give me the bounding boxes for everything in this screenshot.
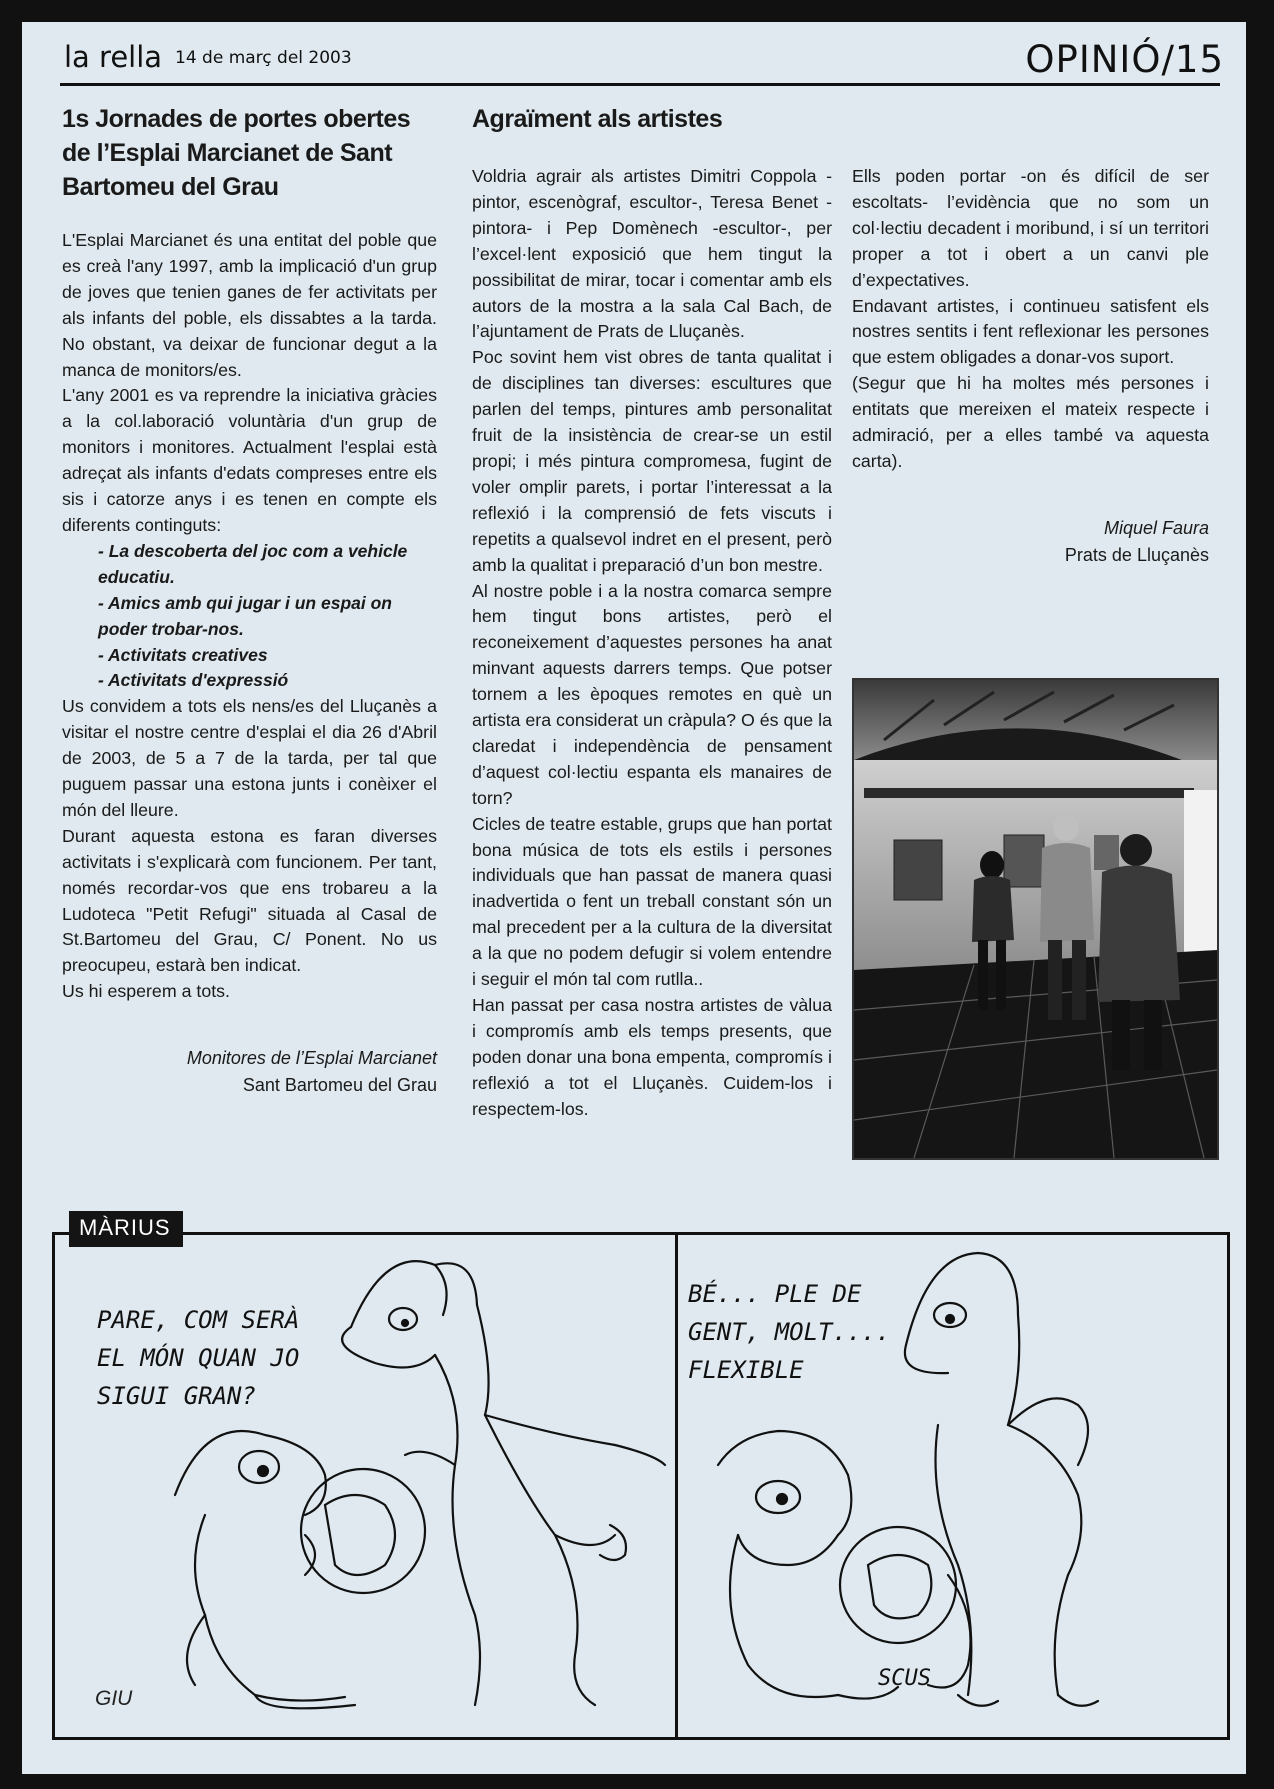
- issue-date: 14 de març del 2003: [175, 48, 352, 68]
- comic-strip: [52, 1232, 1230, 1740]
- article-artistes-paragraph: (Segur que hi ha moltes més persones i entitats que mereixen el mateix respecte i admiració, per a elles també va aquesta carta).: [852, 373, 1209, 471]
- article-artistes-signature: [852, 515, 1209, 569]
- comic-panel-2: [675, 1235, 1230, 1737]
- article-esplai-title: 1s Jornades de portes obertes de l’Esplai Marcianet de Sant Bartomeu del Grau: [62, 105, 411, 201]
- section-page-label: OPINIÓ/15: [1025, 38, 1224, 81]
- article-artistes-paragraph: Voldria agrair als artistes Dimitri Coppola -pintor, escenògraf, escultor-, Teresa Benet -pintora- i Pep Domènech -escultor-, per l’excel·lent exposició que hem tingut la possibilitat de mirar, tocar i comentar amb els autors de la mostra a la sala Cal Bach, de l’ajuntament de Prats de Lluçanès.: [472, 166, 832, 342]
- content-list: [98, 539, 437, 694]
- header-rule: [60, 83, 1220, 86]
- article-artistes-paragraph: Cicles de teatre estable, grups que han portat bona música de tots els estils i persones individuals que han passat de manera quasi inadvertida o fent un treball constant són un mal precedent per a la cultura de la diversitat a la que no podem defugir si volem entendre i seguir el món tal com rutlla..: [472, 813, 832, 990]
- comic-sound-effect: SCUS: [878, 1666, 931, 1691]
- signature-author: Miquel Faura: [1103, 517, 1209, 538]
- speech-bubble-child: PARE, COM SERÀ EL MÓN QUAN JO SIGUI GRAN?: [97, 1306, 300, 1410]
- content-list-item: - Activitats creatives: [98, 644, 268, 665]
- article-artistes-paragraph: Al nostre poble i a la nostra comarca sempre hem tingut bons artistes, però el reconeixement d’aquestes persones ha anat minvant aquests darrers temps. Que potser tornem a les èpoques remotes en què un artista era considerat un cràpula? O és que la claredat i independència de pensament d’aquest col·lectiu espanta els manaires de torn?: [472, 580, 832, 808]
- signature-place: Prats de Lluçanès: [1064, 544, 1209, 565]
- article-esplai: [62, 102, 437, 1099]
- article-artistes-title: Agraïment als artistes: [472, 105, 723, 133]
- comic-drawing-panel-2: [678, 1235, 1230, 1737]
- article-esplai-signature: [62, 1045, 437, 1099]
- article-esplai-paragraph: Us convidem a tots els nens/es del Lluçanès a visitar el nostre centre d'esplai el dia 26 d'Abril de 2003, de 5 a 7 de la tarda, per tal que puguem passar una estona junts i conèixer el món del lleure.: [62, 696, 437, 820]
- comic-drawing-panel-1: [55, 1235, 675, 1737]
- article-artistes-paragraph: Han passat per casa nostra artistes de vàlua i compromís amb els temps presents, que poden donar una bona empenta, compromís i reflexió a tot el Lluçanès. Cuidem-los i respectem-los.: [472, 995, 832, 1119]
- article-artistes-continued: [852, 164, 1209, 569]
- signature-author: Monitores de l’Esplai Marcianet: [186, 1048, 437, 1069]
- comic-title-tab: MÀRIUS: [69, 1211, 183, 1247]
- newspaper-page: [22, 22, 1246, 1774]
- article-artistes-paragraph: Endavant artistes, i continueu satisfent els nostres sentits i fent reflexionar les persones que estem obligades a donar-vos suport.: [852, 295, 1209, 368]
- article-esplai-paragraph: Us hi esperem a tots.: [62, 981, 231, 1002]
- article-artistes-paragraph: Poc sovint hem vist obres de tanta qualitat i de disciplines tan diverses: escultures que parlen del temps, pintures amb personalitat fruit de la insistència de crear-se un estil propi; i més pintura compromesa, fugint de voler omplir parets, i portar l’interessat a la reflexió i la comprensió de fets viscuts i repetits a qualsevol indret en el present, però amb la qualitat i preparació d’un bon mestre.: [472, 347, 832, 575]
- speech-bubble-parent: BÉ... PLE DE GENT, MOLT.... FLEXIBLE: [688, 1280, 891, 1384]
- article-artistes-paragraph: Ells poden portar -on és difícil de ser escoltats- l’evidència que no som un col·lectiu decadent i moribund, i sí un territori proper a tot i obert a un canvi ple d’expectatives.: [852, 166, 1209, 290]
- content-list-item: - Activitats d'expressió: [98, 670, 289, 691]
- signature-place: Sant Bartomeu del Grau: [242, 1075, 437, 1096]
- exhibition-photo-image: [854, 680, 1217, 1158]
- content-list-item: - Amics amb qui jugar i un espai on poder trobar-nos.: [98, 592, 392, 639]
- content-list-item: - La descoberta del joc com a vehicle educatiu.: [98, 540, 408, 587]
- article-esplai-paragraph: L'Esplai Marcianet és una entitat del poble que es creà l'any 1997, amb la implicació d'un grup de joves que tenien ganes de fer activitats per als infants del poble, els dissabtes a la tarda. No obstant, va deixar de funcionar degut a la manca de monitors/es.: [62, 230, 437, 380]
- comic-artist-credit: GIU: [95, 1687, 133, 1710]
- exhibition-photo: [852, 678, 1219, 1160]
- article-esplai-paragraph: L'any 2001 es va reprendre la iniciativa gràcies a la col.laboració voluntària d'un grup de monitors i monitores. Actualment l'esplai està adreçat als infants d'edats compreses entre els sis i catorze anys i es tenen en compte els diferents continguts:: [62, 385, 437, 535]
- comic-panel-1: [55, 1235, 675, 1737]
- paper-name: la rella: [64, 40, 163, 74]
- article-esplai-paragraph: Durant aquesta estona es faran diverses activitats i s'explicarà com funcionem. Per tant, només recordar-vos que ens trobareu a la Ludoteca "Petit Refugi" situada al Casal de St.Bartomeu del Grau, C/ Ponent. No us preocupeu, estarà ben indicat.: [62, 825, 437, 976]
- article-artistes: [472, 102, 832, 1123]
